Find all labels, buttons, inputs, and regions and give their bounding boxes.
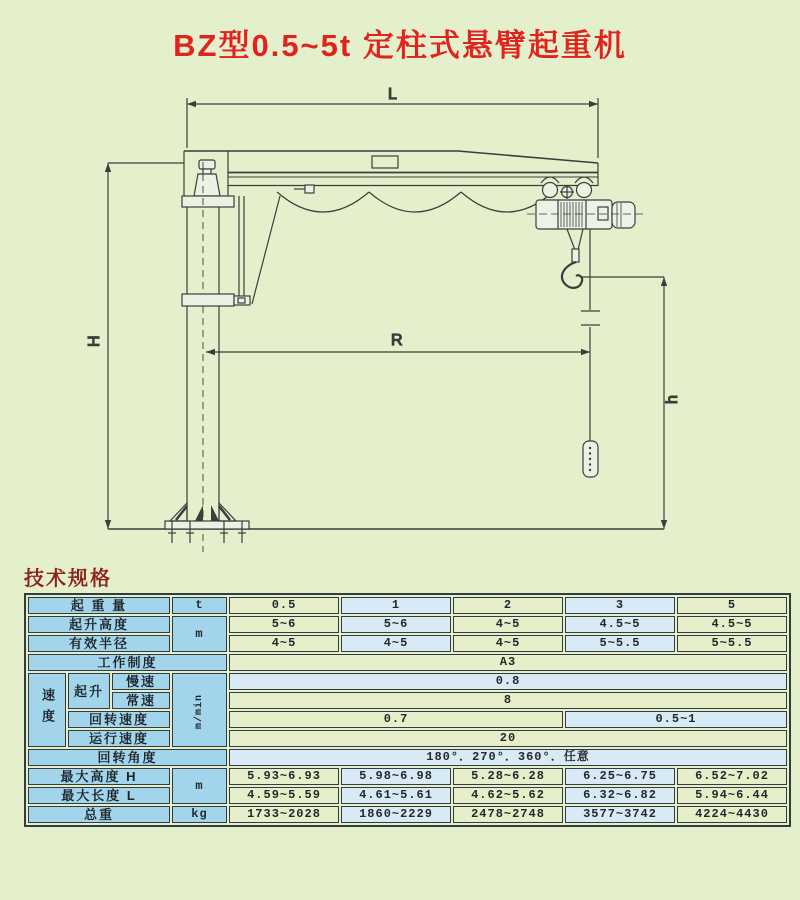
value-cell: 3: [565, 597, 675, 614]
row-effective-radius: [28, 635, 787, 652]
row-total-weight: [28, 806, 787, 823]
trolley-wheel: [543, 183, 558, 198]
row-label: 最大长度 L: [28, 787, 170, 804]
unit-cell: m: [172, 768, 227, 804]
base-plate: [108, 503, 664, 543]
page-title: BZ型0.5~5t 定柱式悬臂起重机: [173, 28, 627, 63]
gusset: [195, 505, 203, 521]
value-cell: 5~5.5: [677, 635, 787, 652]
dim-label-L: L: [388, 86, 397, 103]
lower-bearing-bracket: [234, 296, 250, 305]
value-cell: 4.62~5.62: [453, 787, 563, 804]
value-cell: 1733~2028: [229, 806, 339, 823]
value-cell: 1860~2229: [341, 806, 451, 823]
value-cell: 5.93~6.93: [229, 768, 339, 785]
row-label: 最大高度 H: [28, 768, 170, 785]
hook: [562, 249, 582, 288]
row-hoist-slow-speed: [28, 673, 787, 690]
value-cell: 4~5: [229, 635, 339, 652]
value-cell: 4.5~5: [677, 616, 787, 633]
value-cell: 5~5.5: [565, 635, 675, 652]
spec-table: [24, 593, 791, 827]
unit-cell: kg: [172, 806, 227, 823]
dim-label-H: H: [86, 335, 103, 347]
row-duty-class: [28, 654, 787, 671]
dimension-R: [206, 332, 590, 355]
unit-cell: t: [172, 597, 227, 614]
value-cell: 0.7: [229, 711, 563, 728]
lower-bearing-collar: [182, 294, 234, 306]
value-cell: 180°．270°．360°．任意: [229, 749, 787, 766]
row-lift-height: [28, 616, 787, 633]
value-cell: 4.61~5.61: [341, 787, 451, 804]
diagonal-brace: [252, 196, 280, 304]
gusset: [211, 505, 219, 521]
cable-clamp: [305, 185, 314, 193]
row-label: 有效半径: [28, 635, 170, 652]
value-cell: 3577~3742: [565, 806, 675, 823]
row-label: 常速: [112, 692, 170, 709]
value-cell: 0.8: [229, 673, 787, 690]
row-label: 工作制度: [28, 654, 227, 671]
hoist-trolley: [527, 177, 644, 250]
row-label: 起 重 量: [28, 597, 170, 614]
unit-cell: m/min: [172, 673, 227, 747]
value-cell: 5~6: [229, 616, 339, 633]
value-cell: 4~5: [453, 616, 563, 633]
row-label: 起升高度: [28, 616, 170, 633]
value-cell: 20: [229, 730, 787, 747]
row-lift-capacity: [28, 597, 787, 614]
row-max-length: [28, 787, 787, 804]
slewing-motor: [194, 160, 220, 196]
value-cell: 6.25~6.75: [565, 768, 675, 785]
hoist-motor: [612, 202, 635, 228]
value-cell: 2: [453, 597, 563, 614]
row-label: 慢速: [112, 673, 170, 690]
upper-bearing-collar: [182, 196, 234, 207]
column: [182, 162, 280, 552]
value-cell: 6.32~6.82: [565, 787, 675, 804]
festoon-cables: [277, 185, 553, 212]
value-cell: 1: [341, 597, 451, 614]
value-cell: 0.5: [229, 597, 339, 614]
value-cell: 5.94~6.44: [677, 787, 787, 804]
unit-cell: m: [172, 616, 227, 652]
speed-group-label: 速度: [28, 673, 66, 747]
value-cell: 5~6: [341, 616, 451, 633]
value-cell: 0.5~1: [565, 711, 787, 728]
row-label: 总重: [28, 806, 170, 823]
section-heading: 技术规格: [24, 568, 112, 590]
value-cell: 4.59~5.59: [229, 787, 339, 804]
hoisting-label: 起升: [68, 673, 110, 709]
value-cell: 4.5~5: [565, 616, 675, 633]
jib-beam: [184, 151, 598, 196]
dim-label-R: R: [391, 332, 403, 349]
value-cell: 6.52~7.02: [677, 768, 787, 785]
value-cell: 4224~4430: [677, 806, 787, 823]
row-slewing-speed: [28, 711, 787, 728]
value-cell: 5.28~6.28: [453, 768, 563, 785]
row-slewing-angle: [28, 749, 787, 766]
value-cell: 8: [229, 692, 787, 709]
value-cell: A3: [229, 654, 787, 671]
row-label: 回转速度: [68, 711, 170, 728]
row-hoist-normal-speed: [28, 692, 787, 709]
value-cell: 4~5: [341, 635, 451, 652]
row-label: 运行速度: [68, 730, 170, 747]
row-travel-speed: [28, 730, 787, 747]
dimension-L: [187, 86, 598, 158]
row-label: 回转角度: [28, 749, 227, 766]
beam-access-plate: [372, 156, 398, 168]
dim-label-h: h: [664, 395, 681, 404]
dimension-h: [582, 277, 681, 529]
trolley-wheel: [577, 183, 592, 198]
row-max-height: [28, 768, 787, 785]
value-cell: 4~5: [453, 635, 563, 652]
value-cell: 5: [677, 597, 787, 614]
value-cell: 2478~2748: [453, 806, 563, 823]
value-cell: 5.98~6.98: [341, 768, 451, 785]
dimension-H: [86, 163, 184, 529]
